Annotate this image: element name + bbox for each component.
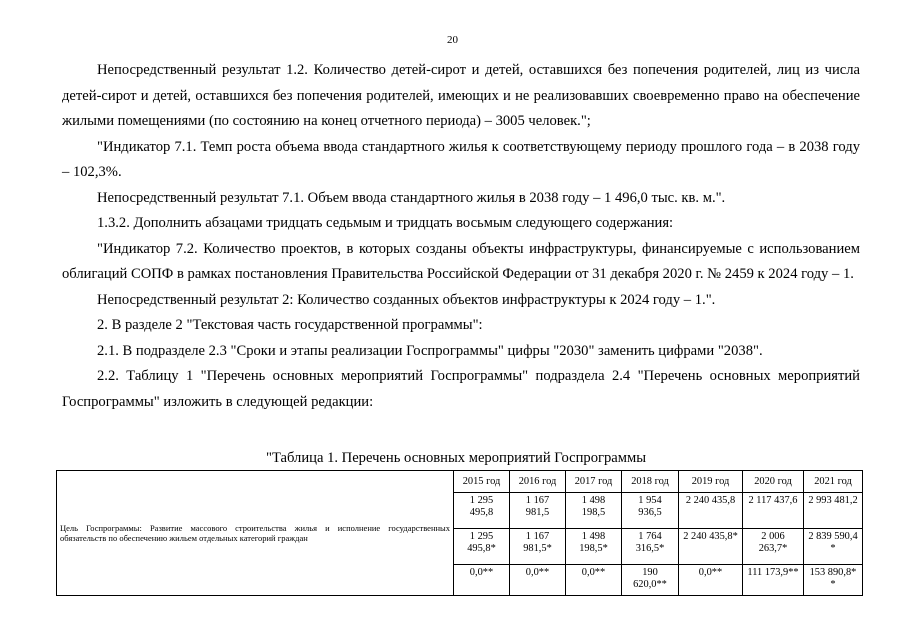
table-cell: 2 006 263,7* xyxy=(743,529,804,565)
table-cell: 0,0** xyxy=(566,565,622,596)
table-cell: 111 173,9** xyxy=(743,565,804,596)
table-cell: 0,0** xyxy=(510,565,566,596)
table-cell: 1 498 198,5 xyxy=(566,493,622,529)
table-cell: 1 498 198,5* xyxy=(566,529,622,565)
paragraph-1-3-2: 1.3.2. Дополнить абзацами тридцать седьмым и тридцать восьмым следующего содержания: xyxy=(97,215,674,231)
table-cell: 2 240 435,8* xyxy=(679,529,743,565)
year-header: 2019 год xyxy=(679,471,743,493)
paragraph-indicator-7-1: "Индикатор 7.1. Темп роста объема ввода стандартного жилья к соответствующему периоду прошлого года – в 2038 году – 102,3%. xyxy=(62,138,860,180)
table-title: "Таблица 1. Перечень основных мероприятий Госпрограммы xyxy=(266,450,647,466)
table-cell: 0,0** xyxy=(454,565,510,596)
table-cell: 2 117 437,6 xyxy=(743,493,804,529)
table-cell: 1 167 981,5 xyxy=(510,493,566,529)
table-cell: 153 890,8* * xyxy=(804,565,863,596)
table-header-row xyxy=(57,471,863,493)
year-header: 2018 год xyxy=(622,471,679,493)
table-cell: 1 295 495,8* xyxy=(454,529,510,565)
paragraph-2-2: 2.2. Таблицу 1 "Перечень основных мероприятий Госпрограммы" подраздела 2.4 "Перечень основных мероприятий Госпрограммы" изложить в следующей редакции: xyxy=(62,368,860,410)
table-cell: 1 167 981,5* xyxy=(510,529,566,565)
activities-table xyxy=(56,470,863,596)
year-header: 2016 год xyxy=(510,471,566,493)
year-header: 2015 год xyxy=(454,471,510,493)
paragraph-result-1-2: Непосредственный результат 1.2. Количество детей-сирот и детей, оставшихся без попечения родителей, лиц из числа детей-сирот и детей, оставшихся без попечения родителей, имеющих и не реализовавших своевременно право на обеспечение жилыми помещениями (по состоянию на конец отчетного периода) – 3005 человек."; xyxy=(62,62,860,129)
table-cell: 2 993 481,2 xyxy=(804,493,863,529)
paragraph-indicator-7-2: "Индикатор 7.2. Количество проектов, в которых созданы объекты инфраструктуры, финансируемые с использованием облигаций СОПФ в рамках постановления Правительства Российской Федерации от 31 декабря 2020 г. № 2459 к 2024 году – 1. xyxy=(62,240,860,282)
document-body xyxy=(62,58,860,415)
year-header: 2017 год xyxy=(566,471,622,493)
paragraph-section-2: 2. В разделе 2 "Текстовая часть государственной программы": xyxy=(97,317,483,333)
table-cell: 190 620,0** xyxy=(622,565,679,596)
table-cell: 1 954 936,5 xyxy=(622,493,679,529)
paragraph-result-7-1: Непосредственный результат 7.1. Объем ввода стандартного жилья в 2038 году – 1 496,0 тыс. кв. м.". xyxy=(97,189,726,206)
goal-cell: Цель Госпрограммы: Развитие массового строительства жилья и исполнение государственных обязательств по обеспечению жильем отдельных категорий граждан xyxy=(57,471,454,596)
year-header: 2020 год xyxy=(743,471,804,493)
table-cell: 0,0** xyxy=(679,565,743,596)
table-cell: 1 295 495,8 xyxy=(454,493,510,529)
table-cell: 2 839 590,4 * xyxy=(804,529,863,565)
page-number: 20 xyxy=(447,34,458,46)
table-cell: 1 764 316,5* xyxy=(622,529,679,565)
paragraph-2-1: 2.1. В подразделе 2.3 "Сроки и этапы реализации Госпрограммы" цифры "2030" заменить цифрами "2038". xyxy=(97,342,763,359)
paragraph-result-2: Непосредственный результат 2: Количество созданных объектов инфраструктуры к 2024 году – 1.". xyxy=(97,291,716,308)
table-cell: 2 240 435,8 xyxy=(679,493,743,529)
year-header: 2021 год xyxy=(804,471,863,493)
